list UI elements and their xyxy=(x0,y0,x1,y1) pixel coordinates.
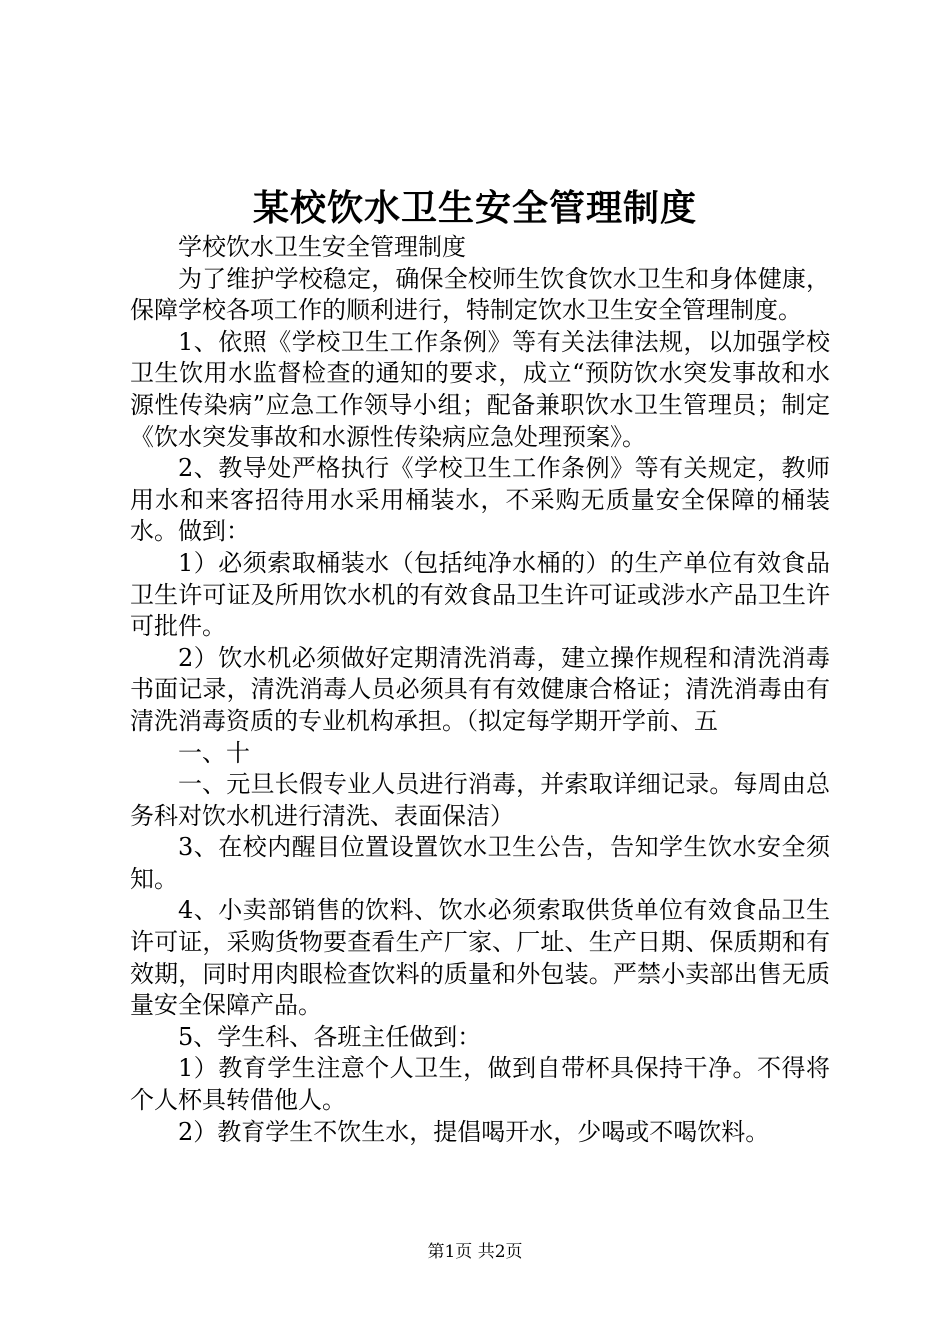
rule-2-paragraph: 2、教导处严格执行《学校卫生工作条例》等有关规定，教师用水和来客招待用水采用桶装水，不采购无质量安全保障的桶装水。做到： xyxy=(130,454,830,546)
rule-2-item-2-paragraph: 2）饮水机必须做好定期清洗消毒，建立操作规程和清洗消毒书面记录，清洗消毒人员必须具有有效健康合格证；清洗消毒由有清洗消毒资质的专业机构承担。（拟定每学期开学前、五 xyxy=(130,643,830,735)
page-footer: 第1页 共2页 xyxy=(427,1242,523,1262)
rule-5-paragraph: 5、学生科、各班主任做到： xyxy=(178,1022,482,1051)
rule-2-item-2-continued: 一、元旦长假专业人员进行消毒，并索取详细记录。每周由总务科对饮水机进行清洗、表面保洁） xyxy=(130,770,830,830)
rule-5-item-2-paragraph: 2）教育学生不饮生水，提倡喝开水，少喝或不喝饮料。 xyxy=(178,1117,770,1146)
intro-paragraph: 为了维护学校稳定，确保全校师生饮食饮水卫生和身体健康，保障学校各项工作的顺利进行，特制定饮水卫生安全管理制度。 xyxy=(130,264,830,325)
rule-1-paragraph: 1、依照《学校卫生工作条例》等有关法律法规，以加强学校卫生饮用水监督检查的通知的要求，成立“预防饮水突发事故和水源性传染病”应急工作领导小组；配备兼职饮水卫生管理员；制定《饮水突发事故和水源性传染病应急处理预案》。 xyxy=(130,327,830,451)
rule-2-item-2-fragment: 一、十 xyxy=(178,738,250,767)
subtitle-paragraph: 学校饮水卫生安全管理制度 xyxy=(178,233,466,261)
rule-2-item-1-paragraph: 1）必须索取桶装水（包括纯净水桶的）的生产单位有效食品卫生许可证及所用饮水机的有效食品卫生许可证或涉水产品卫生许可批件。 xyxy=(130,548,830,641)
rule-5-item-1-paragraph: 1）教育学生注意个人卫生，做到自带杯具保持干净。不得将个人杯具转借他人。 xyxy=(130,1054,830,1115)
document-title: 某校饮水卫生安全管理制度 xyxy=(252,187,697,229)
document-body xyxy=(130,232,830,1148)
rule-3-paragraph: 3、在校内醒目位置设置饮水卫生公告，告知学生饮水安全须知。 xyxy=(130,833,830,893)
rule-4-paragraph: 4、小卖部销售的饮料、饮水必须索取供货单位有效食品卫生许可证，采购货物要查看生产厂家、厂址、生产日期、保质期和有效期，同时用肉眼检查饮料的质量和外包装。严禁小卖部出售无质量安全保障产品。 xyxy=(130,896,830,1020)
